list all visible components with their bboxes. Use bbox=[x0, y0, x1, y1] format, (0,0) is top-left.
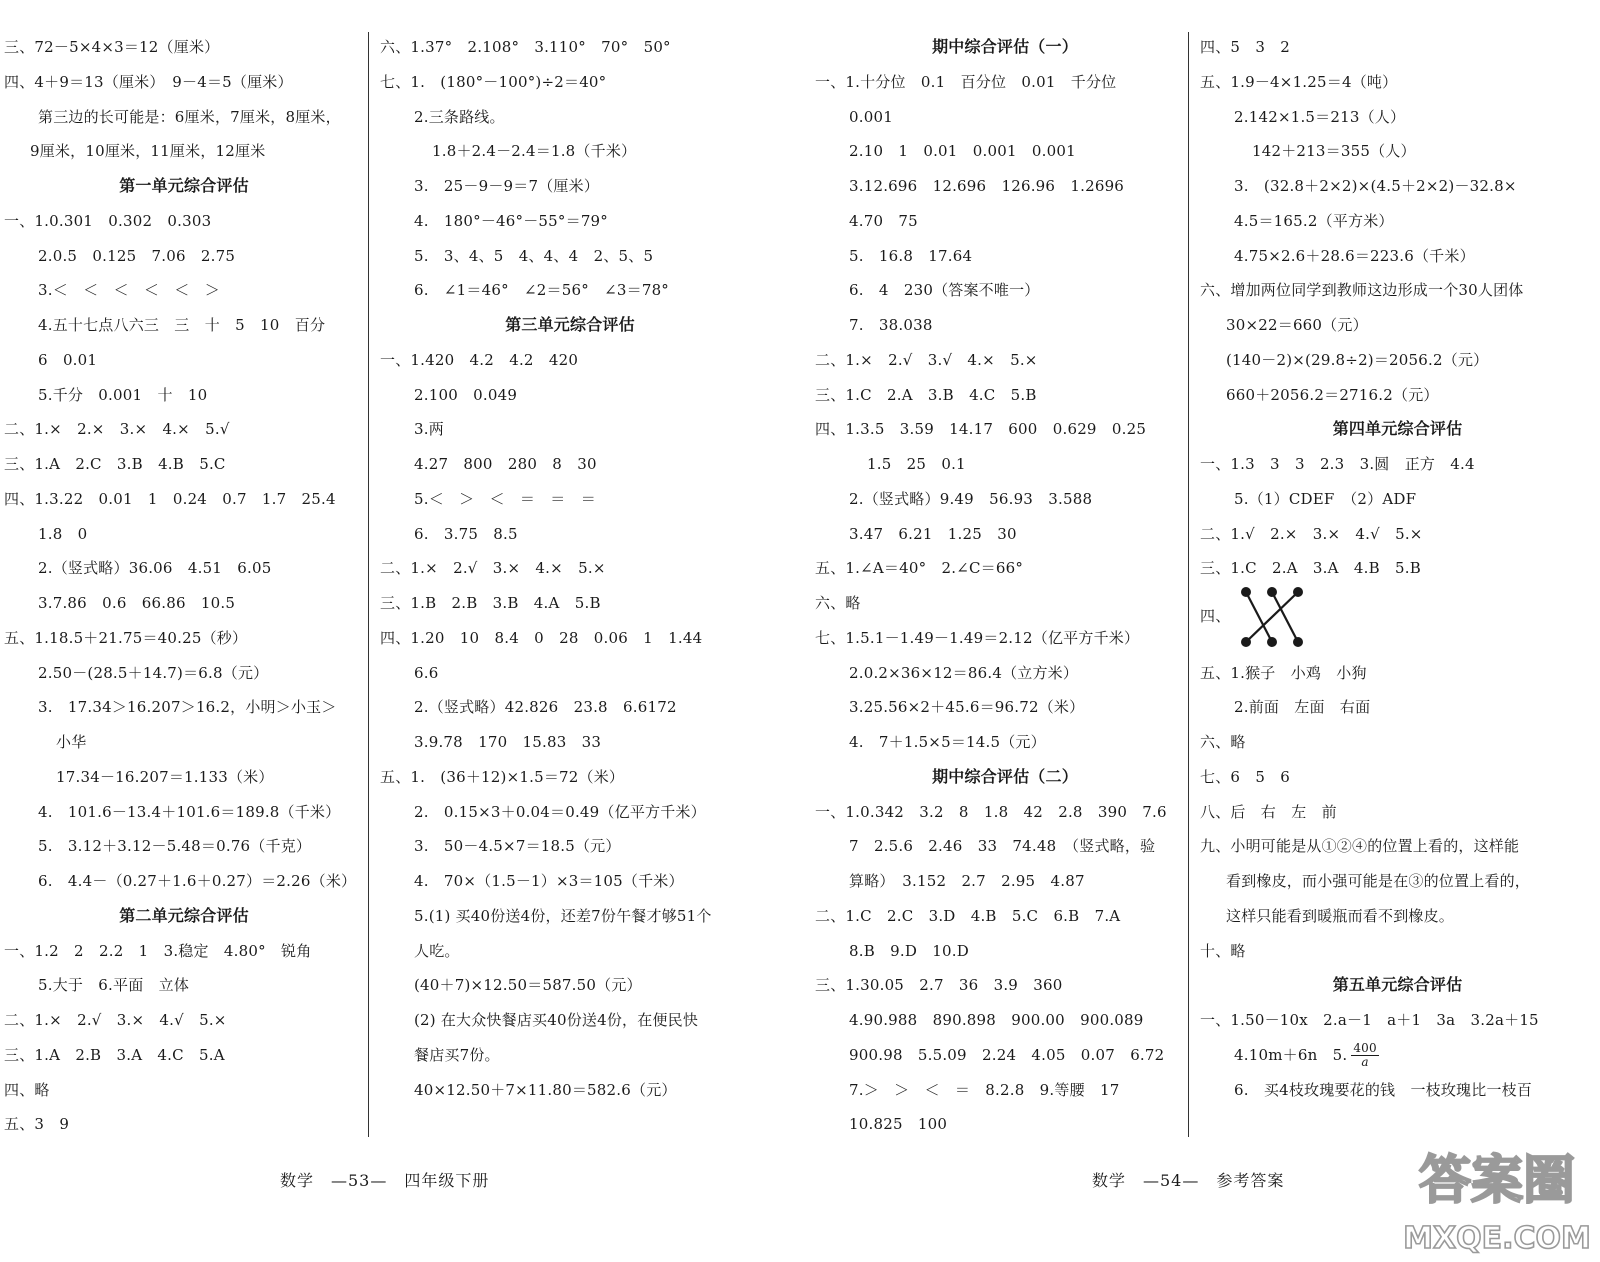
answer-text: 3.＜ ＜ ＜ ＜ ＜ ＞ bbox=[38, 281, 220, 300]
answer-line bbox=[4, 621, 364, 656]
answer-line bbox=[1200, 378, 1595, 413]
answer-line bbox=[1200, 1038, 1595, 1073]
answer-text: 六、略 bbox=[815, 594, 861, 612]
answer-text: 六、略 bbox=[1200, 733, 1246, 751]
answer-line bbox=[1200, 239, 1595, 274]
answer-text: 三、1.A 2.B 3.A 4.C 5.A bbox=[4, 1045, 225, 1064]
answer-text: 一、1.50－10x 2.a－1 a＋1 3a 3.2a＋15 bbox=[1200, 1011, 1539, 1029]
matching-line bbox=[1246, 592, 1298, 642]
answer-line bbox=[4, 308, 364, 343]
answer-line bbox=[1200, 934, 1595, 969]
answer-line bbox=[815, 308, 1195, 343]
answer-text: 142＋213＝355（人） bbox=[1252, 142, 1416, 161]
answer-text: 5. 16.8 17.64 bbox=[849, 246, 973, 265]
answer-text: 6. 买4枝玫瑰要花的钱 一枝玫瑰比一枝百 bbox=[1234, 1080, 1533, 1099]
answer-line bbox=[380, 725, 760, 760]
answer-text: 四、1.20 10 8.4 0 28 0.06 1 1.44 bbox=[380, 628, 703, 647]
answer-text: 一、1.3 3 3 2.3 3.圆 正方 4.4 bbox=[1200, 455, 1475, 473]
answer-line bbox=[4, 65, 364, 100]
answer-line bbox=[380, 447, 760, 482]
answer-text: 三、72－5×4×3＝12（厘米） bbox=[4, 38, 220, 56]
answer-line bbox=[815, 100, 1195, 135]
answer-line bbox=[815, 378, 1195, 413]
answer-text: 4. 70×（1.5－1）×3＝105（千米） bbox=[414, 872, 684, 890]
answer-line bbox=[4, 760, 364, 795]
answer-text: 二、1.× 2.√ 3.× 4.√ 5.× bbox=[4, 1011, 227, 1029]
section-heading bbox=[1200, 968, 1595, 1003]
answer-text: 一、1.420 4.2 4.2 420 bbox=[380, 350, 579, 369]
answer-text: 4.70 75 bbox=[849, 211, 918, 230]
answer-line bbox=[815, 273, 1195, 308]
answer-text: 八、后 右 左 前 bbox=[1200, 802, 1337, 821]
answer-text: 4.75×2.6＋28.6＝223.6（千米） bbox=[1234, 246, 1475, 265]
matching-diagram bbox=[1236, 586, 1316, 648]
answer-text: 7. 38.038 bbox=[849, 316, 933, 334]
answer-text: 一、1.0.301 0.302 0.303 bbox=[4, 211, 212, 230]
answer-text: 一、1.十分位 0.1 百分位 0.01 千分位 bbox=[815, 72, 1117, 91]
answer-line bbox=[1200, 134, 1595, 169]
answer-line bbox=[380, 690, 760, 725]
answer-text: 2.142×1.5＝213（人） bbox=[1234, 107, 1406, 126]
answer-line bbox=[815, 239, 1195, 274]
answer-line bbox=[815, 621, 1195, 656]
answer-text: 3.47 6.21 1.25 30 bbox=[849, 524, 1017, 543]
section-heading-text: 第二单元综合评估 bbox=[119, 905, 249, 925]
answer-text: 四、1.3.22 0.01 1 0.24 0.7 1.7 25.4 bbox=[4, 489, 336, 508]
answer-text: 一、1.2 2 2.2 1 3.稳定 4.80° 锐角 bbox=[4, 941, 312, 960]
answer-line bbox=[380, 412, 760, 447]
answer-text: 四、略 bbox=[4, 1080, 50, 1099]
answer-text: 3. 17.34＞16.207＞16.2，小明＞小玉＞ bbox=[38, 698, 337, 717]
column-1 bbox=[4, 30, 364, 1142]
answer-line bbox=[4, 795, 364, 830]
answer-line bbox=[815, 517, 1195, 552]
section-heading bbox=[1200, 412, 1595, 447]
answer-text: 2.0.5 0.125 7.06 2.75 bbox=[38, 246, 236, 265]
answer-line bbox=[380, 621, 760, 656]
answer-line bbox=[815, 447, 1195, 482]
answer-text: 七、1. (180°－100°)÷2＝40° bbox=[380, 72, 607, 91]
answer-line bbox=[380, 1038, 760, 1073]
answer-text: 5.＜ ＞ ＜ ＝ ＝ ＝ bbox=[414, 489, 596, 508]
answer-text: 六、1.37° 2.108° 3.110° 70° 50° bbox=[380, 38, 671, 56]
answer-text: 900.98 5.5.09 2.24 4.05 0.07 6.72 bbox=[849, 1045, 1165, 1064]
answer-line bbox=[4, 829, 364, 864]
answer-line bbox=[815, 690, 1195, 725]
watermark-logo bbox=[1400, 1140, 1595, 1258]
answer-line bbox=[4, 204, 364, 239]
section-heading-text: 期中综合评估（二） bbox=[932, 766, 1078, 786]
answer-text: 3.9.78 170 15.83 33 bbox=[414, 733, 602, 751]
answer-text: 3.25.56×2＋45.6＝96.72（米） bbox=[849, 698, 1085, 717]
answer-line bbox=[1200, 1073, 1595, 1108]
answer-line bbox=[1200, 308, 1595, 343]
answer-line bbox=[4, 690, 364, 725]
answer-text: 6. 3.75 8.5 bbox=[414, 524, 518, 543]
answer-line bbox=[4, 551, 364, 586]
answer-line bbox=[380, 760, 760, 795]
answer-text: 7.＞ ＞ ＜ ＝ 8.2.8 9.等腰 17 bbox=[849, 1080, 1120, 1099]
answer-line bbox=[815, 968, 1195, 1003]
answer-text: 二、1.× 2.√ 3.√ 4.× 5.× bbox=[815, 350, 1038, 369]
column-3 bbox=[815, 30, 1195, 1142]
answer-text: 1.8＋2.4－2.4＝1.8（千米） bbox=[432, 142, 637, 161]
answer-line bbox=[4, 656, 364, 691]
answer-line bbox=[4, 482, 364, 517]
answer-line bbox=[380, 482, 760, 517]
answer-text: 1.5 25 0.1 bbox=[867, 455, 966, 473]
answer-line bbox=[815, 65, 1195, 100]
answer-text: (40＋7)×12.50＝587.50（元） bbox=[414, 976, 642, 995]
answer-text: (2) 在大众快餐店买40份送4份，在便民快 bbox=[414, 1011, 699, 1029]
page-footer-right: 数学 —54— 参考答案 bbox=[1092, 1171, 1285, 1190]
answer-line bbox=[4, 968, 364, 1003]
section-heading bbox=[815, 30, 1195, 65]
answer-line bbox=[4, 378, 364, 413]
matching-dot bbox=[1241, 637, 1251, 647]
answer-text: 4. 180°－46°－55°＝79° bbox=[414, 211, 609, 230]
answer-line bbox=[4, 1038, 364, 1073]
answer-line bbox=[380, 586, 760, 621]
answer-text: 4. 101.6－13.4＋101.6＝189.8（千米） bbox=[38, 802, 341, 821]
answer-line bbox=[4, 239, 364, 274]
answer-text: 5.(1) 买40份送4份，还差7份午餐才够51个 bbox=[414, 906, 712, 925]
answer-line bbox=[1200, 447, 1595, 482]
answer-line bbox=[815, 1107, 1195, 1142]
answer-line bbox=[380, 864, 760, 899]
answer-text: 8.B 9.D 10.D bbox=[849, 941, 969, 960]
section-heading bbox=[4, 899, 364, 934]
answer-line bbox=[1200, 656, 1595, 691]
answer-text: 0.001 bbox=[849, 107, 893, 126]
answer-text: 2.（竖式略）9.49 56.93 3.588 bbox=[849, 489, 1093, 508]
answer-text: 人吃。 bbox=[414, 941, 460, 960]
column-2 bbox=[380, 30, 760, 1107]
section-heading-text: 第三单元综合评估 bbox=[505, 315, 635, 334]
answer-text: 4.10m＋6n 5. bbox=[1234, 1045, 1348, 1064]
answer-text: 2.50－(28.5＋14.7)＝6.8（元） bbox=[38, 663, 269, 682]
answer-line bbox=[815, 1038, 1195, 1073]
answer-text: 3.7.86 0.6 66.86 10.5 bbox=[38, 594, 236, 612]
section-heading-text: 第四单元综合评估 bbox=[1332, 419, 1463, 439]
answer-line bbox=[1200, 864, 1595, 899]
answer-line bbox=[380, 899, 760, 934]
answer-text: 这样只能看到暖瓶而看不到橡皮。 bbox=[1226, 906, 1455, 925]
answer-line bbox=[380, 30, 760, 65]
answer-text: 2.（竖式略）36.06 4.51 6.05 bbox=[38, 559, 272, 578]
answer-line bbox=[4, 100, 364, 135]
matching-dot bbox=[1293, 587, 1303, 597]
answer-line bbox=[380, 378, 760, 413]
answer-text: 二、1.× 2.× 3.× 4.× 5.√ bbox=[4, 420, 230, 439]
answer-line bbox=[815, 551, 1195, 586]
answer-text: 四、5 3 2 bbox=[1200, 38, 1291, 56]
answer-text: 三、1.30.05 2.7 36 3.9 360 bbox=[815, 976, 1063, 995]
answer-text: 三、1.C 2.A 3.B 4.C 5.B bbox=[815, 385, 1037, 404]
answer-line bbox=[380, 134, 760, 169]
answer-line bbox=[815, 899, 1195, 934]
answer-text: 餐店买7份。 bbox=[414, 1045, 500, 1064]
answer-line bbox=[4, 517, 364, 552]
answer-text: 6 0.01 bbox=[38, 350, 98, 369]
answer-line bbox=[380, 829, 760, 864]
answer-line bbox=[4, 447, 364, 482]
answer-line bbox=[4, 134, 364, 169]
answer-line bbox=[1200, 343, 1595, 378]
answer-line bbox=[815, 1073, 1195, 1108]
answer-text: 3.两 bbox=[414, 420, 444, 439]
answer-text: 4.27 800 280 8 30 bbox=[414, 455, 597, 473]
answer-line bbox=[4, 586, 364, 621]
answer-line bbox=[815, 656, 1195, 691]
answer-text: 二、1.√ 2.× 3.× 4.√ 5.× bbox=[1200, 524, 1423, 543]
answer-text: 10.825 100 bbox=[849, 1115, 948, 1134]
matching-dot bbox=[1267, 637, 1277, 647]
answer-text: 17.34－16.207＝1.133（米） bbox=[56, 767, 274, 786]
answer-line bbox=[1200, 65, 1595, 100]
column-divider bbox=[368, 32, 369, 1137]
answer-line bbox=[380, 551, 760, 586]
answer-line bbox=[815, 934, 1195, 969]
answer-text: 3.12.696 12.696 126.96 1.2696 bbox=[849, 177, 1125, 195]
answer-text: 2.0.2×36×12＝86.4（立方米） bbox=[849, 663, 1079, 682]
answer-text: 5. 3、4、5 4、4、4 2、5、5 bbox=[414, 246, 654, 265]
answer-text: (140－2)×(29.8÷2)＝2056.2（元） bbox=[1226, 350, 1489, 369]
answer-text: 四、 bbox=[1200, 607, 1231, 625]
answer-line bbox=[4, 412, 364, 447]
answer-line bbox=[380, 204, 760, 239]
answer-line bbox=[1200, 517, 1595, 552]
answer-line bbox=[1200, 1003, 1595, 1038]
answer-line bbox=[1200, 760, 1595, 795]
answer-line bbox=[1200, 551, 1595, 586]
answer-line bbox=[380, 65, 760, 100]
fraction-denominator: a bbox=[1361, 1055, 1369, 1070]
answer-text: 4.90.988 890.898 900.00 900.089 bbox=[849, 1011, 1144, 1029]
answer-line bbox=[380, 795, 760, 830]
answer-text: 9厘米，10厘米，11厘米，12厘米 bbox=[30, 142, 266, 161]
answer-line bbox=[815, 134, 1195, 169]
answer-line bbox=[380, 100, 760, 135]
answer-text: 5.千分 0.001 十 10 bbox=[38, 385, 208, 404]
answer-text: 3. 25－9－9＝7（厘米） bbox=[414, 177, 600, 195]
page-footer-left: 数学 —53— 四年级下册 bbox=[280, 1171, 490, 1190]
answer-text: 七、6 5 6 bbox=[1200, 767, 1291, 786]
answer-line bbox=[1200, 482, 1595, 517]
answer-text: 660＋2056.2＝2716.2（元） bbox=[1226, 385, 1439, 404]
answer-text: 5.（1）CDEF （2）ADF bbox=[1234, 489, 1417, 508]
answer-line bbox=[1200, 690, 1595, 725]
answer-line bbox=[4, 1003, 364, 1038]
answer-line bbox=[4, 1107, 364, 1142]
answer-line bbox=[380, 343, 760, 378]
answer-text: 3. 50－4.5×7＝18.5（元） bbox=[414, 837, 621, 856]
answer-text: 2.（竖式略）42.826 23.8 6.6172 bbox=[414, 698, 677, 717]
column-4 bbox=[1200, 30, 1595, 1107]
answer-text: 二、1.× 2.√ 3.× 4.× 5.× bbox=[380, 559, 606, 578]
answer-text: 1.8 0 bbox=[38, 524, 88, 543]
matching-dot bbox=[1241, 587, 1251, 597]
answer-text: 三、1.B 2.B 3.B 4.A 5.B bbox=[380, 594, 601, 612]
answer-line bbox=[380, 656, 760, 691]
answer-text: 5. 3.12＋3.12－5.48＝0.76（千克） bbox=[38, 837, 312, 856]
answer-line bbox=[4, 30, 364, 65]
answer-line bbox=[4, 343, 364, 378]
section-heading bbox=[815, 760, 1195, 795]
answer-text: 6. 4 230（答案不唯一） bbox=[849, 281, 1040, 300]
answer-text: 6. 4.4－（0.27＋1.6＋0.27）＝2.26（米） bbox=[38, 872, 357, 890]
answer-text: 4. 7＋1.5×5＝14.5（元） bbox=[849, 733, 1046, 751]
answer-line bbox=[815, 482, 1195, 517]
answer-line bbox=[1200, 829, 1595, 864]
section-heading bbox=[4, 169, 364, 204]
watermark-top-text: 答案圈 bbox=[1418, 1151, 1576, 1211]
answer-text: 三、1.C 2.A 3.A 4.B 5.B bbox=[1200, 559, 1421, 578]
section-heading-text: 第一单元综合评估 bbox=[119, 176, 249, 195]
matching-line bbox=[1246, 592, 1272, 642]
answer-text: 五、1.猴子 小鸡 小狗 bbox=[1200, 663, 1367, 682]
answer-line bbox=[1200, 204, 1595, 239]
answer-line bbox=[815, 864, 1195, 899]
answer-line bbox=[815, 829, 1195, 864]
answer-text: 三、1.A 2.C 3.B 4.B 5.C bbox=[4, 455, 226, 473]
answer-line bbox=[1200, 169, 1595, 204]
answer-text: 六、增加两位同学到教师这边形成一个30人团体 bbox=[1200, 281, 1524, 300]
answer-line bbox=[815, 795, 1195, 830]
answer-text: 五、1.9－4×1.25＝4（吨） bbox=[1200, 72, 1398, 91]
answer-text: 第三边的长可能是：6厘米，7厘米，8厘米， bbox=[38, 107, 341, 126]
answer-line bbox=[4, 725, 364, 760]
answer-line bbox=[815, 343, 1195, 378]
answer-line bbox=[815, 586, 1195, 621]
answer-text: 四、4＋9＝13（厘米） 9－4＝5（厘米） bbox=[4, 72, 293, 91]
answer-line bbox=[380, 934, 760, 969]
answer-line bbox=[1200, 273, 1595, 308]
answer-text: 3. (32.8＋2×2)×(4.5＋2×2)－32.8× bbox=[1234, 177, 1517, 195]
fraction bbox=[1351, 1042, 1379, 1069]
answer-line bbox=[1200, 795, 1595, 830]
answer-text: 5.大于 6.平面 立体 bbox=[38, 976, 190, 995]
answer-line bbox=[4, 934, 364, 969]
answer-line bbox=[380, 517, 760, 552]
answer-line bbox=[815, 1003, 1195, 1038]
answer-line bbox=[1200, 586, 1595, 625]
answer-line bbox=[1200, 899, 1595, 934]
answer-text: 七、1.5.1－1.49－1.49＝2.12（亿平方千米） bbox=[815, 628, 1140, 647]
answer-text: 2.100 0.049 bbox=[414, 385, 518, 404]
answer-text: 2. 0.15×3＋0.04＝0.49（亿平方千米） bbox=[414, 802, 706, 821]
column-divider bbox=[1188, 32, 1189, 1137]
answer-line bbox=[1200, 30, 1595, 65]
matching-dot bbox=[1267, 587, 1277, 597]
answer-text: 算略） 3.152 2.7 2.95 4.87 bbox=[849, 872, 1085, 890]
answer-line bbox=[1200, 725, 1595, 760]
answer-line bbox=[380, 968, 760, 1003]
answer-line bbox=[815, 169, 1195, 204]
answer-text: 五、1.18.5＋21.75＝40.25（秒） bbox=[4, 628, 248, 647]
answer-line bbox=[380, 169, 760, 204]
answer-text: 十、略 bbox=[1200, 941, 1246, 960]
answer-text: 五、1. (36＋12)×1.5＝72（米） bbox=[380, 767, 625, 786]
answer-text: 2.10 1 0.01 0.001 0.001 bbox=[849, 142, 1076, 161]
watermark-bottom-text: MXQE.COM bbox=[1403, 1221, 1591, 1256]
answer-text: 30×22＝660（元） bbox=[1226, 316, 1368, 334]
answer-text: 6.6 bbox=[414, 663, 439, 682]
answer-text: 五、3 9 bbox=[4, 1115, 70, 1134]
answer-line bbox=[815, 204, 1195, 239]
answer-text: 40×12.50＋7×11.80＝582.6（元） bbox=[414, 1080, 677, 1099]
section-heading-text: 第五单元综合评估 bbox=[1332, 975, 1463, 995]
answer-line bbox=[815, 725, 1195, 760]
section-heading bbox=[380, 308, 760, 343]
matching-line bbox=[1272, 592, 1298, 642]
answer-line bbox=[380, 1073, 760, 1108]
answer-line bbox=[380, 1003, 760, 1038]
answer-text: 九、小明可能是从①②④的位置上看的，这样能 bbox=[1200, 837, 1520, 856]
answer-text: 2.三条路线。 bbox=[414, 107, 505, 126]
answer-text: 二、1.C 2.C 3.D 4.B 5.C 6.B 7.A bbox=[815, 906, 1121, 925]
answer-line bbox=[380, 239, 760, 274]
answer-text: 7 2.5.6 2.46 33 74.48 （竖式略，验 bbox=[849, 837, 1156, 856]
answer-text: 4.5＝165.2（平方米） bbox=[1234, 211, 1394, 230]
answer-text: 2.前面 左面 右面 bbox=[1234, 698, 1371, 717]
answer-text: 一、1.0.342 3.2 8 1.8 42 2.8 390 7.6 bbox=[815, 802, 1167, 821]
answer-line bbox=[1200, 100, 1595, 135]
answer-text: 4.五十七点八六三 三 十 5 10 百分 bbox=[38, 316, 326, 334]
answer-text: 小华 bbox=[56, 733, 87, 751]
answer-line bbox=[4, 864, 364, 899]
answer-line bbox=[380, 273, 760, 308]
fraction-numerator: 400 bbox=[1353, 1041, 1377, 1056]
answer-line bbox=[4, 273, 364, 308]
answer-text: 6. ∠1＝46° ∠2＝56° ∠3＝78° bbox=[414, 281, 670, 300]
answer-text: 看到橡皮，而小强可能是在③的位置上看的， bbox=[1226, 872, 1531, 890]
matching-dot bbox=[1293, 637, 1303, 647]
answer-text: 四、1.3.5 3.59 14.17 600 0.629 0.25 bbox=[815, 420, 1147, 439]
section-heading-text: 期中综合评估（一） bbox=[932, 37, 1078, 56]
answer-text: 五、1.∠A＝40° 2.∠C＝66° bbox=[815, 559, 1024, 578]
answer-line bbox=[815, 412, 1195, 447]
answer-line bbox=[4, 1073, 364, 1108]
